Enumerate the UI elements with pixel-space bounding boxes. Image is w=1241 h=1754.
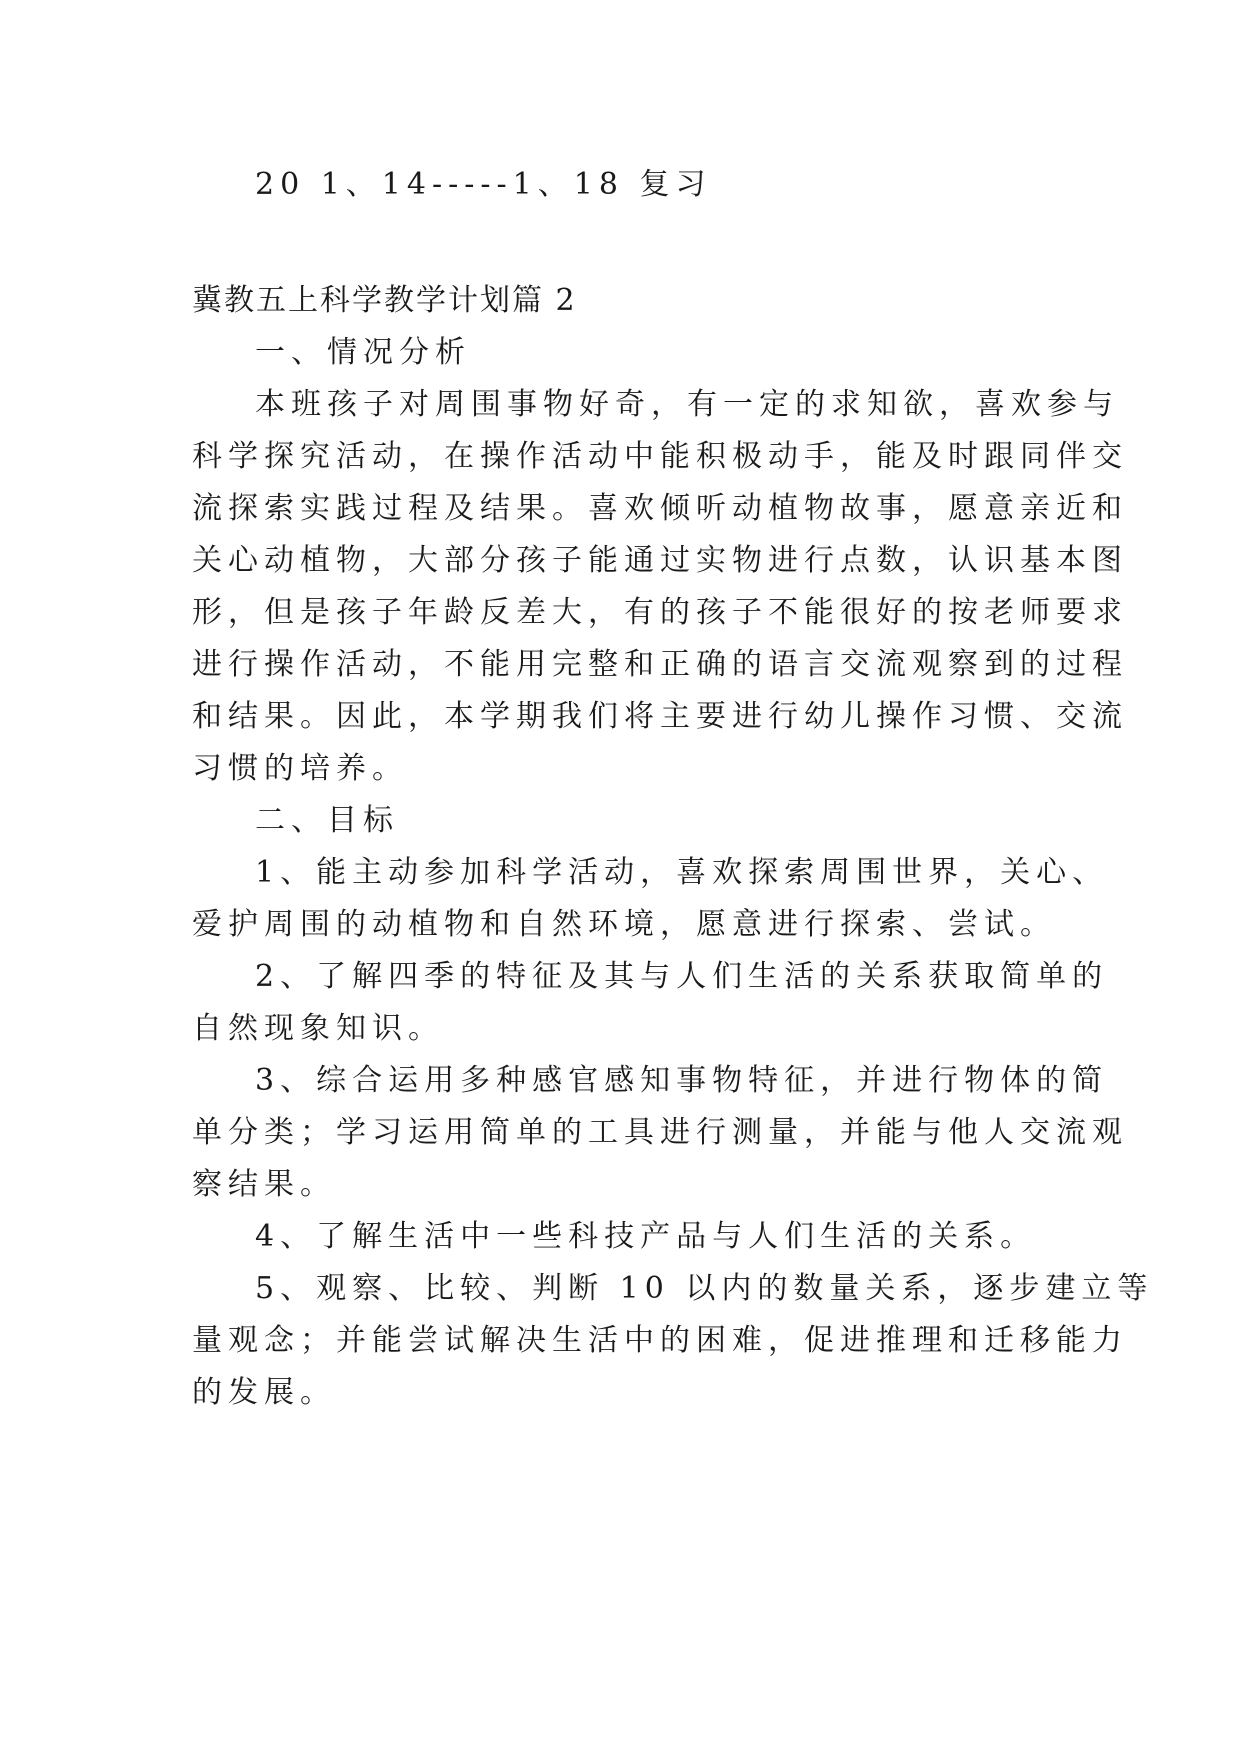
paragraph-line: 流探索实践过程及结果。喜欢倾听动植物故事，愿意亲近和: [192, 491, 1128, 526]
paragraph-line: 单分类；学习运用简单的工具进行测量，并能与他人交流观: [192, 1115, 1128, 1150]
paragraph-line: 5、观察、比较、判断 10 以内的数量关系，逐步建立等: [255, 1271, 1154, 1306]
paragraph-line: 自然现象知识。: [192, 1011, 444, 1046]
paragraph-line: 关心动植物，大部分孩子能通过实物进行点数，认识基本图: [192, 543, 1128, 578]
paragraph-line: 和结果。因此，本学期我们将主要进行幼儿操作习惯、交流: [192, 699, 1128, 734]
paragraph-line: 进行操作活动，不能用完整和正确的语言交流观察到的过程: [192, 647, 1128, 682]
paragraph-line: 爱护周围的动植物和自然环境，愿意进行探索、尝试。: [192, 907, 1056, 942]
section-heading-goals: 二、目标: [255, 803, 399, 838]
paragraph-line: 量观念；并能尝试解决生活中的困难，促进推理和迁移能力: [192, 1323, 1128, 1358]
paragraph-line: 2、了解四季的特征及其与人们生活的关系获取简单的: [255, 959, 1109, 994]
paragraph-line: 习惯的培养。: [192, 751, 408, 786]
article-title: 冀教五上科学教学计划篇 2: [192, 283, 577, 318]
paragraph-line: 3、综合运用多种感官感知事物特征，并进行物体的简: [255, 1063, 1109, 1098]
paragraph-line: 4、了解生活中一些科技产品与人们生活的关系。: [255, 1219, 1037, 1254]
section-heading-situation: 一、情况分析: [255, 335, 471, 370]
paragraph-line: 科学探究活动，在操作活动中能积极动手，能及时跟同伴交: [192, 439, 1128, 474]
paragraph-line: 察结果。: [192, 1167, 336, 1202]
paragraph-line: 形，但是孩子年龄反差大，有的孩子不能很好的按老师要求: [192, 595, 1128, 630]
paragraph-line: 的发展。: [192, 1375, 336, 1410]
schedule-line: 20 1、14-----1、18 复习: [255, 167, 712, 202]
paragraph-line: 1、能主动参加科学活动，喜欢探索周围世界，关心、: [255, 855, 1109, 890]
paragraph-line: 本班孩子对周围事物好奇，有一定的求知欲，喜欢参与: [255, 387, 1119, 422]
